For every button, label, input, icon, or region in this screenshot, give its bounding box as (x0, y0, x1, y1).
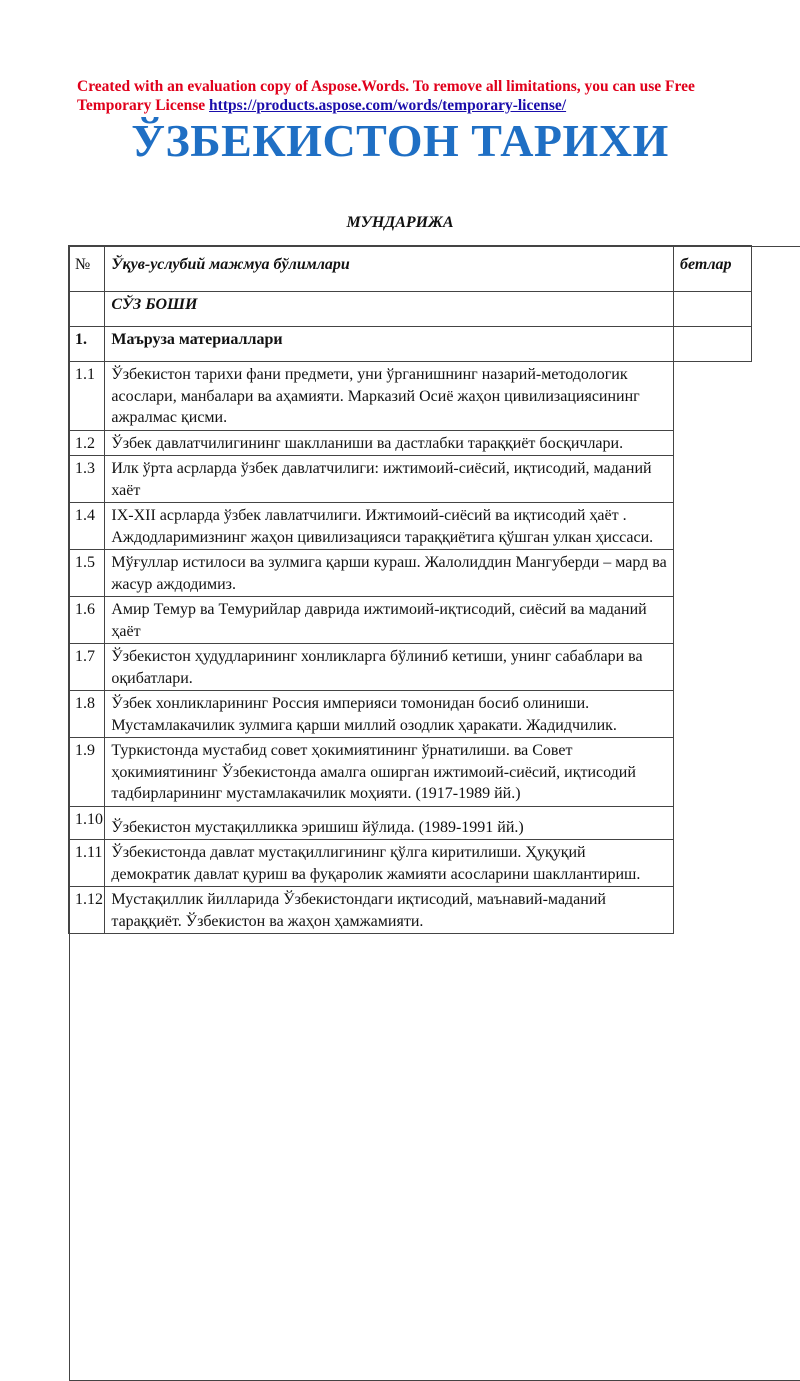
header-pages: бетлар (674, 246, 752, 292)
row-number: 1.9 (69, 738, 105, 807)
header-sections: Ўқув-услубий мажмуа бўлимлари (105, 246, 674, 292)
row-title: Ўзбекистон ҳудудларининг хонликларга бўлиниб кетиши, унинг сабаблари ва оқибатлари. (105, 644, 674, 691)
toc-heading: МУНДАРИЖА (0, 212, 800, 234)
row-title: Ўзбекистон тарихи фани предмети, уни ўрганишнинг назарий-методологик асослари, манбалари ва аҳамияти. Марказий Осиё жаҳон цивилизациясининг ажралмас қисми. (105, 362, 674, 431)
row-title: Ўзбекистонда давлат мустақиллигининг қўлга киритилиши. Ҳуқуқий демократик давлат қуриш ва фуқаролик жамияти асосларини шакллантириш. (105, 840, 674, 887)
section-number: 1. (69, 327, 105, 362)
row-title: Туркистонда мустабид совет ҳокимиятининг ўрнатилиши. ва Совет ҳокимиятининг Ўзбекистонда амалга оширган ижтимоий-сиёсий, иқтисодий тадбирларининг мустамлакачилик моҳияти. (1917-1989 йй.) (105, 738, 674, 807)
row-title: Мўғуллар истилоси ва зулмига қарши кураш. Жалолиддин Мангуберди – мард ва жасур аждодимиз. (105, 550, 674, 597)
row-number: 1.11 (69, 840, 105, 887)
row-page (69, 246, 800, 1381)
row-number: 1.2 (69, 430, 105, 456)
row-title: Ўзбек давлатчилигининг шаклланиши ва дастлабки тараққиёт босқичлари. (105, 430, 674, 456)
row-number: 1.1 (69, 362, 105, 431)
row-title: Ўзбек хонликларининг Россия империяси томонидан босиб олиниши. Мустамлакачилик зулмига қарши миллий озодлик ҳаракати. Жадидчилик. (105, 691, 674, 738)
row-title: Мустақиллик йилларида Ўзбекистондаги иқтисодий, маънавий-маданий тараққиёт. Ўзбекистон ва жаҳон ҳамжамияти. (105, 887, 674, 934)
contents-table (68, 245, 752, 934)
row-number: 1.12 (69, 887, 105, 934)
row-number: 1.8 (69, 691, 105, 738)
section-title: Маъруза материаллари (105, 327, 674, 362)
license-link[interactable]: https://products.aspose.com/words/temporary-license/ (209, 97, 566, 114)
row-number: 1.10 (69, 806, 105, 840)
table-row (69, 887, 752, 934)
row-number: 1.5 (69, 550, 105, 597)
watermark-text: Created with an evaluation copy of Aspose.Words. To remove all limitations, you can use Free Temporary License (77, 78, 695, 114)
row-title: Илк ўрта асрларда ўзбек давлатчилиги: ижтимоий-сиёсий, иқтисодий, маданий хаёт (105, 456, 674, 503)
row-number: 1.6 (69, 597, 105, 644)
header-number: № (69, 246, 105, 292)
row-title: Ўзбекистон мустақилликка эришиш йўлида. (1989-1991 йй.) (105, 806, 674, 840)
row-number: 1.4 (69, 503, 105, 550)
preface-title: СЎЗ БОШИ (105, 292, 674, 327)
row-title: IX-XII асрларда ўзбек лавлатчилиги. Ижтимоий-сиёсий ва иқтисодий ҳаёт . Аждодларимизнинг жаҳон цивилизацияси тараққиётига қўшган улкан ҳиссаси. (105, 503, 674, 550)
row-title: Амир Темур ва Темурийлар даврида ижтимоий-иқтисодий, сиёсий ва маданий ҳаёт (105, 597, 674, 644)
row-number: 1.7 (69, 644, 105, 691)
document-title: ЎЗБЕКИСТОН ТАРИХИ (0, 111, 800, 171)
row-number: 1.3 (69, 456, 105, 503)
evaluation-watermark (77, 77, 757, 115)
